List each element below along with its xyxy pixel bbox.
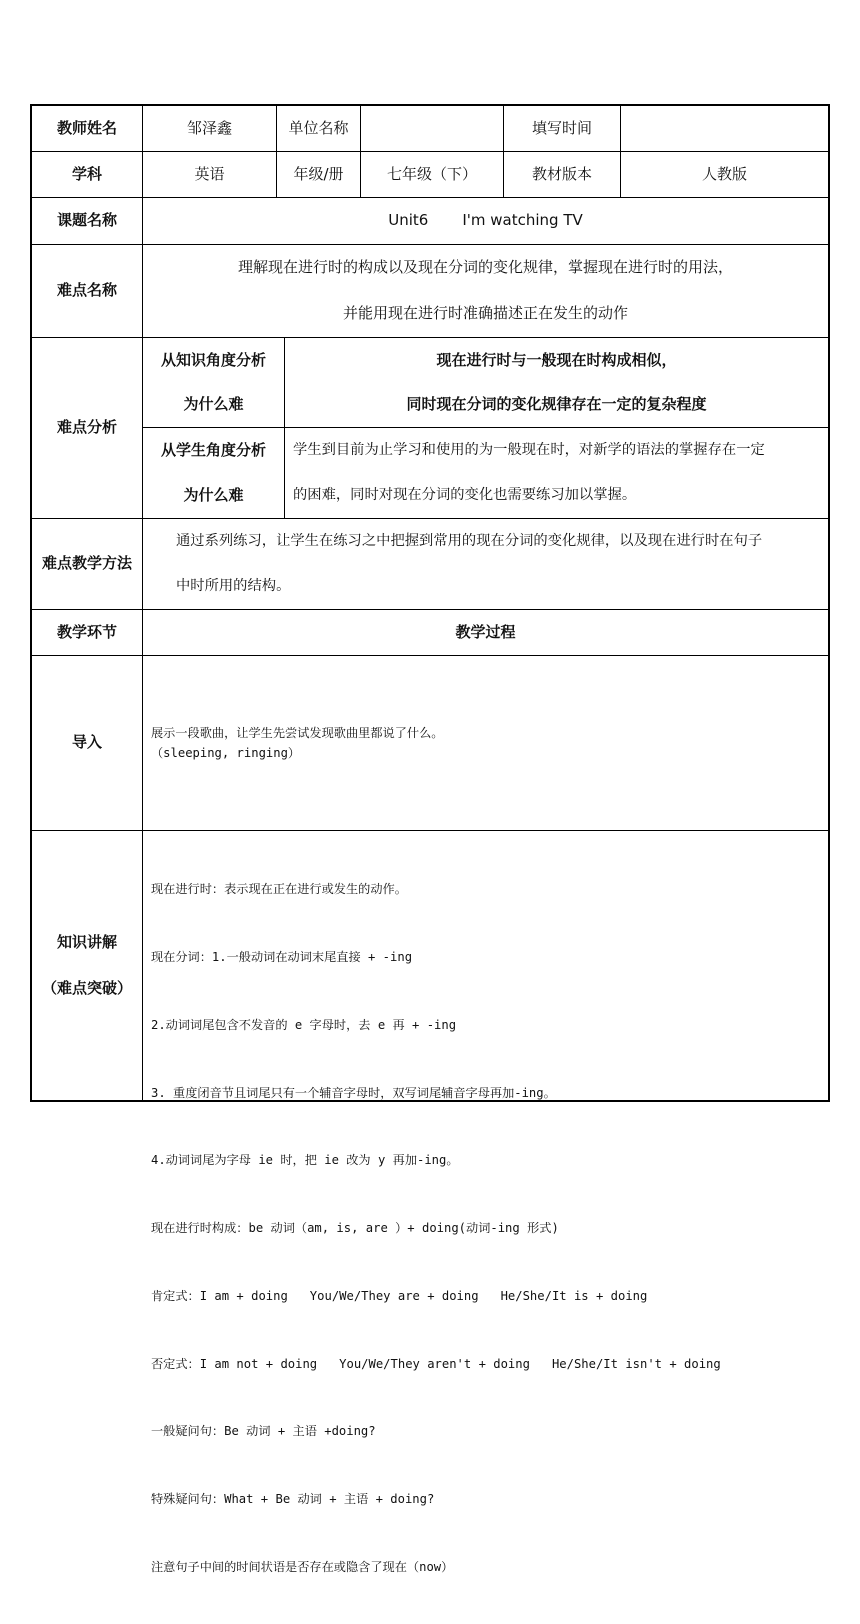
knowledge-explain-label-line-1: 知识讲解 [56,933,117,951]
difficulty-line-2: 并能用现在进行时准确描述正在发生的动作 [342,304,628,323]
topic-unit: Unit6 [388,211,429,230]
process-header: 教学过程 [455,622,516,641]
knowledge-line: 一般疑问句：Be 动词 + 主语 +doing? [151,1424,376,1439]
student-angle-text [285,428,828,518]
method-text [143,519,828,609]
knowledge-line: 2.动词词尾包含不发音的 e 字母时，去 e 再 + -ing [151,1017,457,1032]
knowledge-line: 注意句子中间的时间状语是否存在或隐含了现在（now） [151,1560,454,1574]
intro-label: 导入 [71,733,102,752]
unit-name-label: 单位名称 [288,118,349,137]
intro-content [143,656,828,830]
knowledge-explain-content [143,831,828,1574]
subject-label: 学科 [71,164,102,183]
edition-label: 教材版本 [531,164,592,183]
fill-time-value [621,106,828,151]
fill-time-label: 填写时间 [531,118,592,137]
knowledge-angle-label [143,338,284,427]
knowledge-line: 现在进行时：表示现在正在进行或发生的动作。 [151,882,407,897]
grade-value: 七年级（下） [386,164,477,183]
student-angle-label-line-2: 为什么难 [183,485,244,504]
teacher-name-value: 邹泽鑫 [186,118,232,137]
knowledge-line: 否定式：I am not + doing You/We/They aren't + doing He/She/It isn't + doing [151,1356,721,1371]
knowledge-line: 现在进行时构成：be 动词（am, is, are ）+ doing(动词-ing 形式) [151,1221,559,1236]
knowledge-line: 3. 重度闭音节且词尾只有一个辅音字母时，双写词尾辅音字母再加-ing。 [151,1085,556,1100]
difficulty-value [143,245,828,337]
knowledge-explain-label-line-2: （难点突破） [41,978,132,997]
analysis-label: 难点分析 [56,418,117,437]
border-right [828,104,830,1102]
student-angle-label-line-1: 从学生角度分析 [160,440,266,459]
stage-header: 教学环节 [56,622,117,641]
student-angle-text-line-2: 的困难，同时对现在分词的变化也需要练习加以掌握。 [293,487,637,504]
knowledge-angle-text-line-1: 现在进行时与一般现在时构成相似， [436,350,677,369]
knowledge-angle-label-line-2: 为什么难 [183,395,244,413]
topic-value [143,198,828,244]
method-text-line-1: 通过系列练习，让学生在练习之中把握到常用的现在分词的变化规律，以及现在进行时在句子 [176,533,763,550]
method-text-line-2: 中时所用的结构。 [176,578,291,595]
knowledge-angle-text-line-2: 同时现在分词的变化规律存在一定的复杂程度 [406,395,707,413]
subject-value: 英语 [194,164,225,183]
knowledge-angle-label-line-1: 从知识角度分析 [160,350,266,369]
difficulty-label: 难点名称 [56,281,117,300]
teacher-name-label: 教师姓名 [56,118,117,137]
student-angle-label [143,428,284,518]
student-angle-text-line-1: 学生到目前为止学习和使用的为一般现在时，对新学的语法的掌握存在一定 [293,442,765,459]
intro-line-2: （sleeping, ringing） [151,746,301,760]
knowledge-line: 4.动词词尾为字母 ie 时，把 ie 改为 y 再加-ing。 [151,1153,459,1168]
knowledge-line: 现在分词：1.一般动词在动词末尾直接 + -ing [151,949,413,964]
knowledge-angle-text [285,338,828,427]
method-label: 难点教学方法 [41,554,132,573]
difficulty-line-1: 理解现在进行时的构成以及现在分词的变化规律，掌握现在进行时的用法， [237,258,733,277]
topic-label: 课题名称 [56,211,117,230]
topic-title: I'm watching TV [462,211,583,230]
knowledge-explain-label [32,831,142,1100]
intro-line-1: 展示一段歌曲，让学生先尝试发现歌曲里都说了什么。 [151,726,444,740]
knowledge-line: 肯定式：I am + doing You/We/They are + doing He/She/It is + doing [151,1288,648,1303]
grade-label: 年级/册 [293,164,344,183]
knowledge-line: 特殊疑问句：What + Be 动词 + 主语 + doing? [151,1492,435,1507]
edition-value: 人教版 [701,164,747,183]
unit-name-value [361,106,503,151]
